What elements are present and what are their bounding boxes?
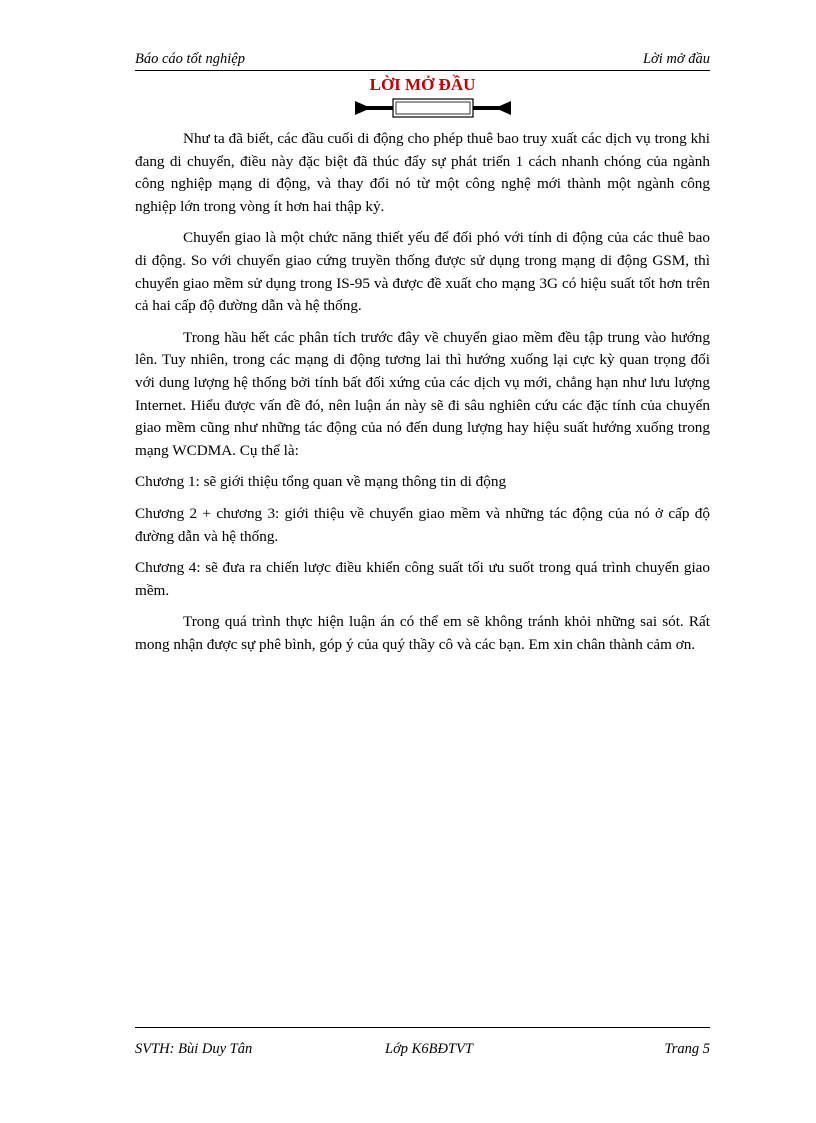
title-ornament-icon <box>355 97 511 119</box>
header-section-title: Lời mở đầu <box>642 51 710 67</box>
paragraph-analysis: Trong hầu hết các phân tích trước đây về chuyển giao mềm đều tập trung vào hướng lên. Tuy nhiên, trong các mạng di động tương lai thì hướng xuống lại cực kỳ quan trọng đối với dung lượng hệ thống bởi tính bất đối xứng của các dịch vụ mới, chẳng hạn như lưu lượng Internet. Hiểu được vấn đề đó, nên luận án này sẽ đi sâu nghiên cứu các đặc tính của chuyển giao mềm cũng như những tác động của nó đến dung lượng hay hiệu suất hướng xuống trong mạng WCDMA. Cụ thể là: <box>135 328 710 459</box>
footer-class: Lớp K6BĐTVT <box>385 1041 473 1057</box>
footer-student-name: SVTH: Bùi Duy Tân <box>135 1041 253 1057</box>
body-text <box>135 128 710 665</box>
paragraph-chapter-2-3: Chương 2 + chương 3: giới thiệu về chuyển giao mềm và những tác động của nó ở cấp độ đường dẫn và hệ thống. <box>135 504 710 545</box>
paragraph-closing: Trong quá trình thực hiện luận án có thể em sẽ không tránh khỏi những sai sót. Rất mong nhận được sự phê bình, góp ý của quý thầy cô và các bạn. Em xin chân thành cảm ơn. <box>135 613 710 653</box>
paragraph-handover: Chuyển giao là một chức năng thiết yếu để đối phó với tính di động của các thuê bao di động. So với chuyển giao cứng truyền thống được sử dụng trong mạng di động GSM, thì chuyển giao mềm sử dụng trong IS-95 và được đề xuất cho mạng 3G có hiệu suất tốt hơn trên cả hai cấp độ đường dẫn và hệ thống. <box>135 229 710 315</box>
footer-page-number: Trang 5 <box>664 1041 710 1057</box>
header-report-title: Báo cáo tốt nghiệp <box>135 51 245 67</box>
paragraph-chapter-4: Chương 4: sẽ đưa ra chiến lược điều khiển công suất tối ưu suốt trong quá trình chuyển giao mềm. <box>135 559 710 599</box>
paragraph-intro: Như ta đã biết, các đầu cuối di động cho phép thuê bao truy xuất các dịch vụ trong khi đang di chuyển, điều này đặc biệt đã thúc đẩy sự phát triển 1 cách nhanh chóng của ngành công nghiệp mạng di động, và thay đổi nó từ một công nghệ mới thành một ngành công nghiệp lớn trong vòng ít hơn hai thập kỷ. <box>135 130 710 215</box>
paragraph-chapter-1: Chương 1: sẽ giới thiệu tổng quan về mạng thông tin di động <box>135 473 507 491</box>
page-header <box>135 48 710 71</box>
page-title: LỜI MỞ ĐẦU <box>369 75 476 94</box>
page-footer <box>135 1027 710 1068</box>
